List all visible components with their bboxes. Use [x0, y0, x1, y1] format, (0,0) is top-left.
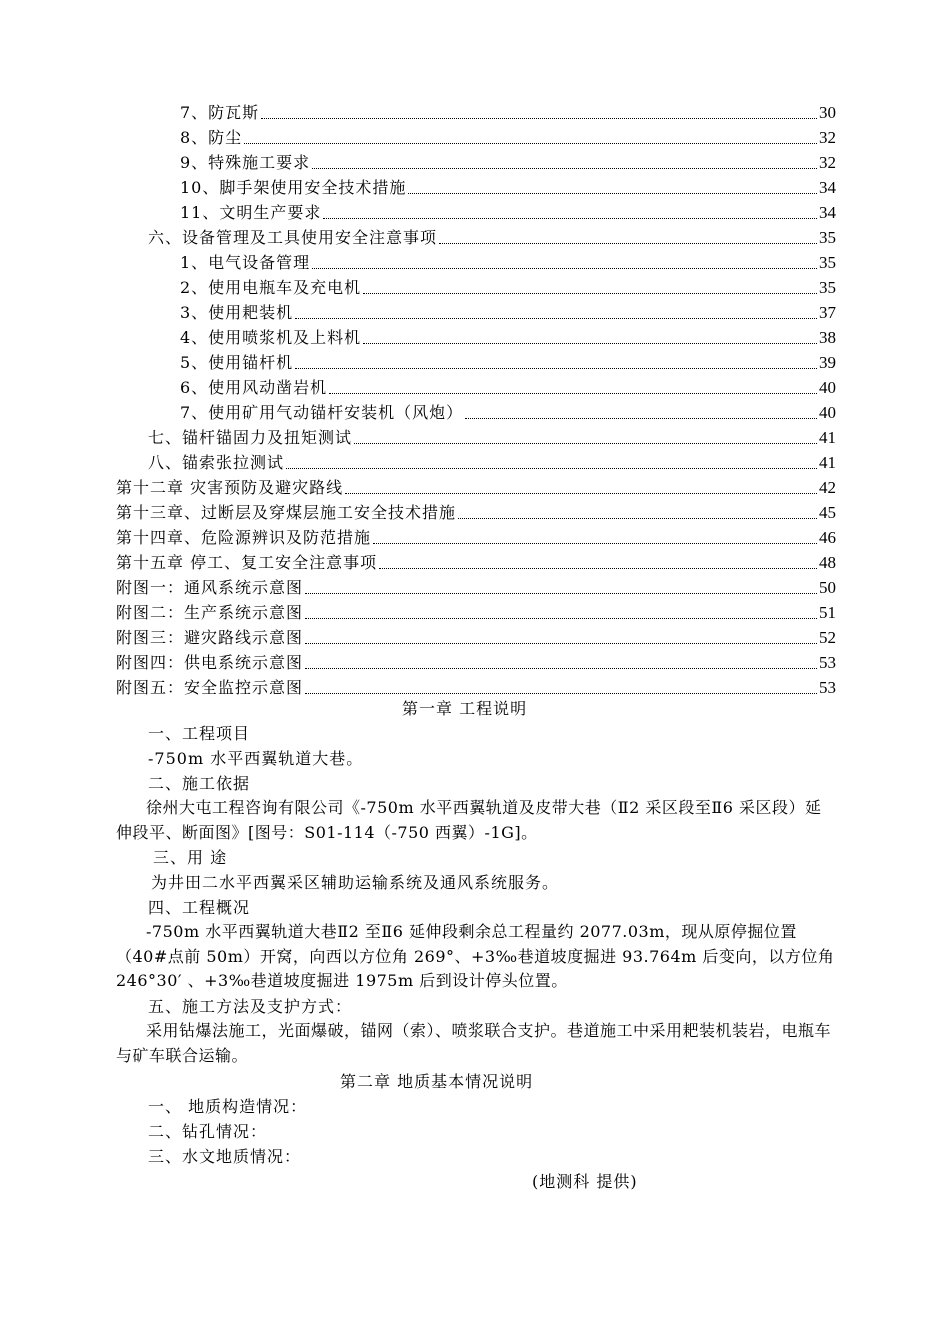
toc-entry[interactable]: [116, 673, 836, 698]
toc-entry-text: 附图二：生产系统示意图: [116, 603, 304, 622]
toc-entry-text: 2、使用电瓶车及充电机: [180, 278, 362, 297]
toc-entry-text: 11、文明生产要求: [180, 203, 322, 222]
section-heading: 四、工程概况: [148, 898, 251, 917]
toc-page-number: 40: [819, 378, 836, 397]
toc-entry[interactable]: [116, 548, 836, 573]
toc-entry-text: 第十五章 停工、复工安全注意事项: [116, 553, 378, 572]
toc-entry[interactable]: [180, 323, 836, 348]
section-heading: 一、 地质构造情况：: [148, 1097, 308, 1116]
toc-page-number: 35: [819, 228, 836, 247]
toc-entry[interactable]: [116, 473, 836, 498]
toc-entry-text: 附图四：供电系统示意图: [116, 653, 304, 672]
toc-leader-dots: [305, 693, 817, 694]
toc-entry-text: 八、锚索张拉测试: [148, 453, 285, 472]
toc-page-number: 45: [819, 503, 836, 522]
toc-entry-text: 6、使用风动凿岩机: [180, 378, 328, 397]
chapter-title: 第二章 地质基本情况说明: [340, 1072, 534, 1091]
toc-entry-text: 5、使用锚杆机: [180, 353, 294, 372]
toc-entry[interactable]: [116, 498, 836, 523]
section-heading: 一、工程项目: [148, 724, 251, 743]
toc-page-number: 46: [819, 528, 836, 547]
toc-leader-dots: [465, 418, 817, 419]
toc-entry-text: 3、使用耙装机: [180, 303, 294, 322]
section-heading: 五、施工方法及支护方式：: [148, 997, 353, 1016]
toc-entry[interactable]: [180, 123, 836, 148]
toc-leader-dots: [373, 543, 817, 544]
toc-entry[interactable]: [180, 273, 836, 298]
toc-page-number: 32: [819, 128, 836, 147]
toc-leader-dots: [363, 343, 817, 344]
toc-leader-dots: [305, 643, 817, 644]
toc-page-number: 48: [819, 553, 836, 572]
toc-page-number: 41: [819, 453, 836, 472]
toc-leader-dots: [312, 268, 817, 269]
toc-entry-text: 附图五：安全监控示意图: [116, 678, 304, 697]
toc-entry[interactable]: [116, 573, 836, 598]
toc-entry-text: 9、特殊施工要求: [180, 153, 311, 172]
toc-entry[interactable]: [180, 148, 836, 173]
toc-leader-dots: [305, 618, 817, 619]
section-body: [116, 1019, 836, 1068]
toc-page-number: 51: [819, 603, 836, 622]
toc-page-number: 50: [819, 578, 836, 597]
toc-entry-text: 六、设备管理及工具使用安全注意事项: [148, 228, 438, 247]
toc-entry-text: 8、防尘: [180, 128, 243, 147]
toc-entry-text: 附图三：避灾路线示意图: [116, 628, 304, 647]
toc-entry[interactable]: [116, 523, 836, 548]
toc-page-number: 53: [819, 653, 836, 672]
toc-entry[interactable]: [180, 98, 836, 123]
toc-entry[interactable]: [180, 248, 836, 273]
toc-page-number: 41: [819, 428, 836, 447]
section-body-text: 采用钻爆法施工，光面爆破，锚网（索）、喷浆联合支护。巷道施工中采用耙装机装岩，电瓶车与矿车联合运输。: [116, 1021, 832, 1065]
toc-entry[interactable]: [148, 423, 836, 448]
toc-entry-text: 4、使用喷浆机及上料机: [180, 328, 362, 347]
toc-page-number: 53: [819, 678, 836, 697]
section-heading: 三、水文地质情况：: [148, 1147, 302, 1166]
toc-entry[interactable]: [180, 348, 836, 373]
toc-leader-dots: [439, 243, 817, 244]
section-body: -750m 水平西翼轨道大巷。: [148, 749, 364, 768]
toc-page-number: 30: [819, 103, 836, 122]
section-body: [116, 920, 836, 994]
toc-page-number: 52: [819, 628, 836, 647]
toc-entry-text: 7、使用矿用气动锚杆安装机（风炮）: [180, 403, 464, 422]
toc-entry-text: 第十四章、危险源辨识及防范措施: [116, 528, 372, 547]
toc-leader-dots: [408, 193, 817, 194]
toc-leader-dots: [295, 318, 817, 319]
toc-entry-text: 7、防瓦斯: [180, 103, 260, 122]
toc-entry[interactable]: [180, 173, 836, 198]
toc-entry[interactable]: [116, 623, 836, 648]
section-heading: 三、用 途: [153, 848, 228, 867]
toc-leader-dots: [379, 568, 817, 569]
toc-page-number: 35: [819, 253, 836, 272]
toc-leader-dots: [312, 168, 817, 169]
section-body-text: 徐州大屯工程咨询有限公司《-750m 水平西翼轨道及皮带大巷（Ⅱ2 采区段至Ⅱ6 采区段）延伸段平、断面图》[图号：S01-114（-750 西翼）-1G]。: [116, 798, 822, 842]
toc-leader-dots: [286, 468, 817, 469]
toc-entry-text: 附图一：通风系统示意图: [116, 578, 304, 597]
toc-leader-dots: [345, 493, 817, 494]
toc-entry[interactable]: [180, 398, 836, 423]
toc-leader-dots: [305, 593, 817, 594]
toc-page-number: 37: [819, 303, 836, 322]
toc-page-number: 35: [819, 278, 836, 297]
toc-leader-dots: [261, 118, 817, 119]
toc-leader-dots: [295, 368, 817, 369]
chapter-title: 第一章 工程说明: [402, 699, 528, 718]
toc-entry-text: 10、脚手架使用安全技术措施: [180, 178, 407, 197]
toc-entry[interactable]: [148, 223, 836, 248]
toc-entry-text: 第十三章、过断层及穿煤层施工安全技术措施: [116, 503, 457, 522]
toc-page-number: 40: [819, 403, 836, 422]
toc-leader-dots: [244, 143, 817, 144]
toc-entry[interactable]: [116, 598, 836, 623]
toc-entry[interactable]: [148, 448, 836, 473]
toc-entry[interactable]: [180, 198, 836, 223]
toc-entry-text: 第十二章 灾害预防及避灾路线: [116, 478, 344, 497]
toc-page-number: 42: [819, 478, 836, 497]
toc-leader-dots: [458, 518, 817, 519]
toc-page-number: 32: [819, 153, 836, 172]
toc-leader-dots: [354, 443, 817, 444]
toc-leader-dots: [305, 668, 817, 669]
provider-note: (地测科 提供): [532, 1172, 638, 1191]
toc-leader-dots: [329, 393, 817, 394]
toc-page-number: 34: [819, 203, 836, 222]
section-body-text: -750m 水平西翼轨道大巷Ⅱ2 至Ⅱ6 延伸段剩余总工程量约 2077.03m，现从原停掘位置（40#点前 50m）开窝，向西以方位角 269°、+3‰巷道坡度掘进 93.764m 后变向，以方位角 246°30′ 、+3‰巷道坡度掘进 1975m 后到设计停头位置。: [116, 922, 835, 990]
section-heading: 二、施工依据: [148, 774, 251, 793]
toc-entry[interactable]: [116, 648, 836, 673]
toc-entry-text: 1、电气设备管理: [180, 253, 311, 272]
toc-entry[interactable]: [180, 373, 836, 398]
toc-entry[interactable]: [180, 298, 836, 323]
toc-page-number: 38: [819, 328, 836, 347]
toc-page-number: 39: [819, 353, 836, 372]
section-body: 为井田二水平西翼采区辅助运输系统及通风系统服务。: [151, 873, 560, 892]
section-heading: 二、钻孔情况：: [148, 1122, 268, 1141]
toc-leader-dots: [323, 218, 817, 219]
toc-leader-dots: [363, 293, 817, 294]
toc-entry-text: 七、锚杆锚固力及扭矩测试: [148, 428, 353, 447]
toc-page-number: 34: [819, 178, 836, 197]
section-body: [116, 796, 836, 845]
